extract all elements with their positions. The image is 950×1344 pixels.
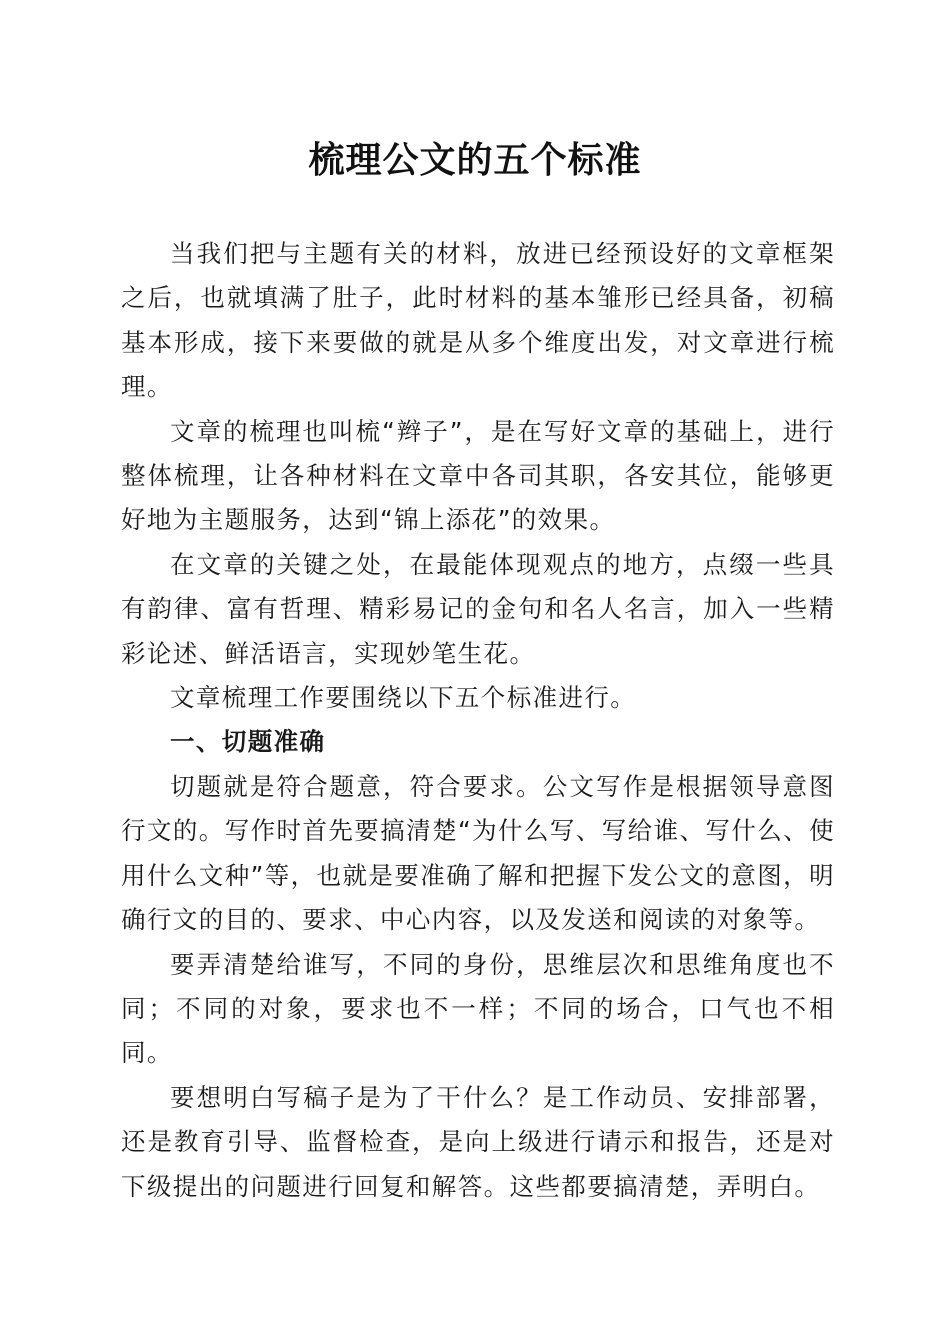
section1-paragraph-3: 要想明白写稿子是为了干什么？是工作动员、安排部署，还是教育引导、监督检查，是向上级进行请示和报告，还是对下级提出的问题进行回复和解答。这些都要搞清楚，弄明白。 — [121, 1082, 835, 1201]
document-body — [121, 232, 835, 1209]
section-heading-1: 一、切题准确 — [170, 727, 326, 757]
intro-paragraph-4: 文章梳理工作要围绕以下五个标准进行。 — [170, 683, 637, 713]
section1-paragraph-1: 切题就是符合题意，符合要求。公文写作是根据领导意图行文的。写作时首先要搞清楚“为什么写、写给谁、写什么、使用什么文种”等，也就是要准确了解和把握下发公文的意图，明确行文的目的、要求、中心内容，以及发送和阅读的对象等。 — [121, 771, 835, 935]
document-title: 梳理公文的五个标准 — [308, 139, 642, 181]
intro-paragraph-3: 在文章的关键之处，在最能体现观点的地方，点缀一些具有韵律、富有哲理、精彩易记的金句和名人名言，加入一些精彩论述、鲜活语言，实现妙笔生花。 — [121, 549, 835, 668]
intro-paragraph-2: 文章的梳理也叫梳“辫子”，是在写好文章的基础上，进行整体梳理，让各种材料在文章中各司其职，各安其位，能够更好地为主题服务，达到“锦上添花”的效果。 — [121, 416, 835, 535]
section1-paragraph-2: 要弄清楚给谁写，不同的身份，思维层次和思维角度也不同；不同的对象，要求也不一样；不同的场合，口气也不相同。 — [121, 949, 835, 1068]
intro-paragraph-1: 当我们把与主题有关的材料，放进已经预设好的文章框架之后，也就填满了肚子，此时材料的基本雏形已经具备，初稿基本形成，接下来要做的就是从多个维度出发，对文章进行梳理。 — [121, 239, 835, 402]
